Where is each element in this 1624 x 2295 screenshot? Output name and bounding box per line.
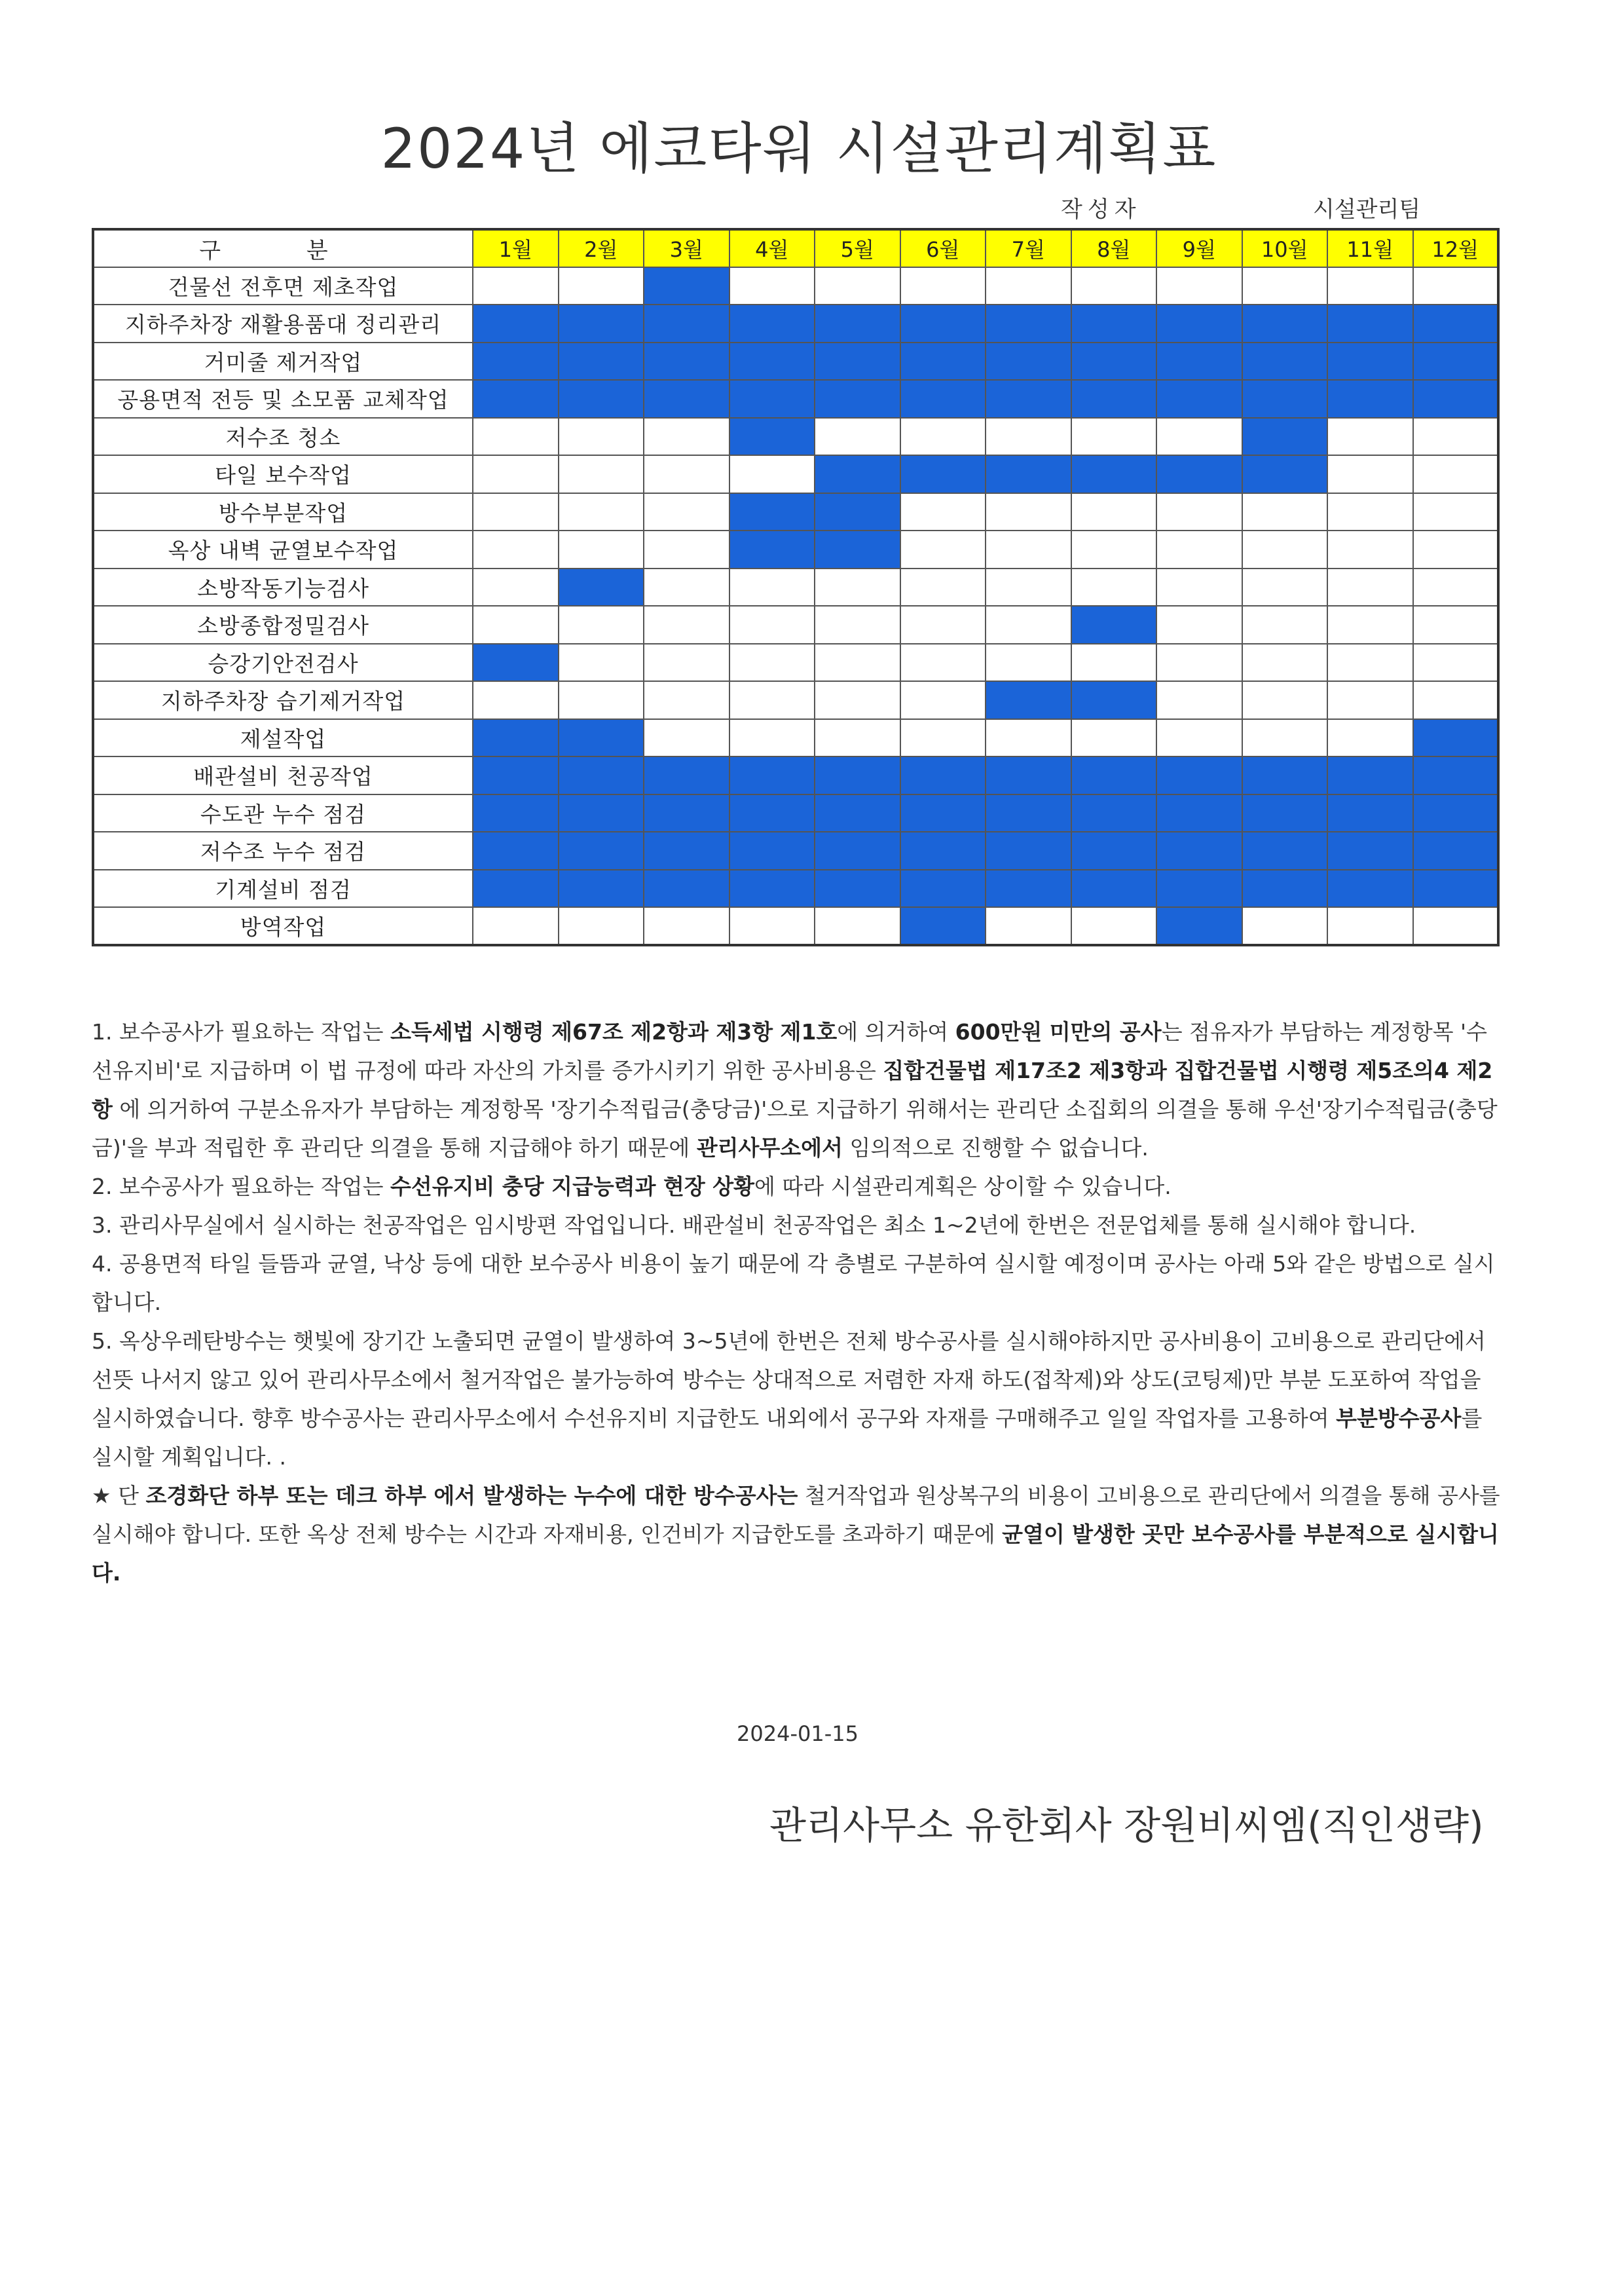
schedule-row [93,907,1498,945]
scheduled-month-cell [1156,380,1242,418]
scheduled-month-cell [815,794,900,832]
category-header: 구 분 [93,229,473,267]
month-cell [1156,569,1242,606]
month-cell [1242,907,1328,945]
task-name: 거미줄 제거작업 [93,343,473,381]
scheduled-month-cell [644,794,729,832]
task-name: 승강기안전검사 [93,644,473,682]
scheduled-month-cell [815,305,900,343]
month-cell [644,606,729,644]
note-text: 에 의거하여 [837,1019,955,1045]
document-date: 2024-01-15 [737,1721,858,1746]
note-emphasis: 600만원 미만의 공사 [955,1019,1162,1045]
scheduled-month-cell [729,756,815,794]
month-cell [1413,606,1499,644]
month-cell [986,606,1071,644]
scheduled-month-cell [815,832,900,870]
scheduled-month-cell [1327,832,1413,870]
scheduled-month-cell [473,343,559,381]
month-cell [986,418,1071,456]
month-cell [1071,644,1157,682]
month-cell [815,907,900,945]
scheduled-month-cell [1156,832,1242,870]
scheduled-month-cell [1071,380,1157,418]
schedule-row [93,380,1498,418]
month-cell [986,644,1071,682]
scheduled-month-cell [1071,832,1157,870]
scheduled-month-cell [900,832,986,870]
task-name: 저수조 청소 [93,418,473,456]
author-value: 시설관리팀 [1313,196,1421,223]
note-3: 3. 관리사무실에서 실시하는 천공작업은 임시방편 작업입니다. 배관설비 천공작업은 최소 1~2년에 한번은 전문업체를 통해 실시해야 합니다. [92,1212,1416,1238]
scheduled-month-cell [1327,870,1413,908]
issuer-footer: 관리사무소 유한회사 장원비씨엠(직인생략) [769,1803,1484,1848]
month-cell [1242,681,1328,719]
schedule-row [93,531,1498,569]
note-emphasis: 조경화단 하부 또는 데크 하부 에서 발생하는 누수에 대한 방수공사는 [145,1483,798,1508]
month-header: 8월 [1071,229,1157,267]
scheduled-month-cell [1071,305,1157,343]
month-cell [986,907,1071,945]
schedule-row [93,756,1498,794]
scheduled-month-cell [644,870,729,908]
scheduled-month-cell [473,870,559,908]
scheduled-month-cell [900,455,986,493]
month-cell [729,907,815,945]
scheduled-month-cell [1327,794,1413,832]
scheduled-month-cell [1071,455,1157,493]
scheduled-month-cell [1242,418,1328,456]
month-cell [729,569,815,606]
scheduled-month-cell [815,455,900,493]
month-cell [1242,569,1328,606]
month-cell [644,531,729,569]
note-text: 철거작업과 원상복구의 비용이 고비용으로 관리단에서 의결을 통해 공사를 실시해야 합니다. 또한 옥상 전체 방수는 시간과 자재비용, 인건비가 지급한도를 초과하기 때문에 [92,1483,1500,1547]
scheduled-month-cell [986,343,1071,381]
scheduled-month-cell [900,343,986,381]
month-cell [473,493,559,531]
scheduled-month-cell [729,305,815,343]
scheduled-month-cell [815,756,900,794]
month-cell [1413,569,1499,606]
task-name: 지하주차장 습기제거작업 [93,681,473,719]
scheduled-month-cell [559,794,644,832]
scheduled-month-cell [1156,756,1242,794]
month-cell [729,719,815,757]
scheduled-month-cell [1156,305,1242,343]
schedule-row [93,681,1498,719]
scheduled-month-cell [1413,380,1499,418]
task-name: 소방작동기능검사 [93,569,473,606]
month-cell [815,681,900,719]
month-cell [473,569,559,606]
month-cell [559,907,644,945]
month-cell [1413,907,1499,945]
scheduled-month-cell [729,343,815,381]
scheduled-month-cell [729,531,815,569]
month-cell [473,531,559,569]
scheduled-month-cell [1242,343,1328,381]
schedule-row [93,870,1498,908]
scheduled-month-cell [1071,870,1157,908]
month-cell [644,719,729,757]
month-cell [1156,606,1242,644]
scheduled-month-cell [1242,832,1328,870]
scheduled-month-cell [1071,794,1157,832]
month-cell [900,681,986,719]
scheduled-month-cell [1242,455,1328,493]
month-cell [900,719,986,757]
scheduled-month-cell [986,455,1071,493]
scheduled-month-cell [986,305,1071,343]
note-2 [92,1167,1506,1206]
scheduled-month-cell [900,380,986,418]
note-4: 4. 공용면적 타일 들뜸과 균열, 낙상 등에 대한 보수공사 비용이 높기 때문에 각 층별로 구분하여 실시할 예정이며 공사는 아래 5와 같은 방법으로 실시합니다. [92,1251,1495,1315]
scheduled-month-cell [729,380,815,418]
scheduled-month-cell [644,267,729,305]
scheduled-month-cell [1156,794,1242,832]
month-cell [986,493,1071,531]
month-cell [729,606,815,644]
scheduled-month-cell [1071,606,1157,644]
task-name: 방역작업 [93,907,473,945]
scheduled-month-cell [644,305,729,343]
month-cell [900,267,986,305]
note-text: 는 점유자가 부담하는 계정항목 '수선유지비'로 지급하며 이 법 규정에 따라 자산의 가치를 증가시키기 위한 공사비용은 [92,1019,1488,1083]
task-name: 소방종합정밀검사 [93,606,473,644]
month-cell [1156,493,1242,531]
scheduled-month-cell [1071,681,1157,719]
month-cell [1156,644,1242,682]
scheduled-month-cell [644,380,729,418]
month-cell [473,418,559,456]
note-emphasis: 수선유지비 충당 지급능력과 현장 상황 [390,1174,754,1199]
scheduled-month-cell [815,870,900,908]
month-header: 7월 [986,229,1071,267]
month-cell [1071,531,1157,569]
month-cell [986,267,1071,305]
scheduled-month-cell [559,832,644,870]
schedule-row [93,267,1498,305]
schedule-row [93,569,1498,606]
schedule-row [93,343,1498,381]
scheduled-month-cell [1242,794,1328,832]
scheduled-month-cell [1156,870,1242,908]
month-cell [1327,644,1413,682]
month-cell [1071,907,1157,945]
scheduled-month-cell [1327,343,1413,381]
month-cell [559,531,644,569]
scheduled-month-cell [644,832,729,870]
month-cell [1327,681,1413,719]
month-cell [559,418,644,456]
scheduled-month-cell [1156,455,1242,493]
month-cell [559,681,644,719]
scheduled-month-cell [1242,870,1328,908]
page-title: 2024년 에코타워 시설관리계획표 [380,117,1217,181]
scheduled-month-cell [815,531,900,569]
month-cell [1156,719,1242,757]
note-text: 에 따라 시설관리계획은 상이할 수 있습니다. [754,1174,1172,1199]
task-name: 수도관 누수 점검 [93,794,473,832]
month-cell [1242,719,1328,757]
scheduled-month-cell [1413,305,1499,343]
schedule-row [93,455,1498,493]
month-cell [644,644,729,682]
scheduled-month-cell [1413,870,1499,908]
scheduled-month-cell [559,870,644,908]
scheduled-month-cell [986,681,1071,719]
month-cell [1242,493,1328,531]
month-cell [644,907,729,945]
month-cell [644,418,729,456]
scheduled-month-cell [473,305,559,343]
scheduled-month-cell [815,380,900,418]
scheduled-month-cell [1413,719,1499,757]
month-cell [1242,531,1328,569]
scheduled-month-cell [1071,756,1157,794]
month-cell [1071,569,1157,606]
month-cell [815,606,900,644]
scheduled-month-cell [1413,794,1499,832]
month-cell [473,267,559,305]
notes [92,1013,1506,1592]
schedule-row [93,644,1498,682]
schedule-table [92,228,1500,946]
scheduled-month-cell [644,756,729,794]
note-text: 를 실시할 계획입니다. . [92,1406,1483,1470]
month-cell [1071,719,1157,757]
task-name: 방수부분작업 [93,493,473,531]
schedule-row [93,305,1498,343]
scheduled-month-cell [644,343,729,381]
scheduled-month-cell [900,794,986,832]
month-cell [1413,455,1499,493]
month-cell [473,681,559,719]
month-cell [1242,606,1328,644]
month-header: 10월 [1242,229,1328,267]
month-cell [559,267,644,305]
month-cell [729,267,815,305]
month-cell [986,719,1071,757]
month-header: 3월 [644,229,729,267]
task-name: 공용면적 전등 및 소모품 교체작업 [93,380,473,418]
task-name: 지하주차장 재활용품대 정리관리 [93,305,473,343]
month-cell [559,644,644,682]
month-cell [986,531,1071,569]
month-cell [559,455,644,493]
scheduled-month-cell [986,756,1071,794]
scheduled-month-cell [900,756,986,794]
month-cell [1413,531,1499,569]
scheduled-month-cell [729,832,815,870]
month-header: 2월 [559,229,644,267]
scheduled-month-cell [473,832,559,870]
month-cell [900,606,986,644]
scheduled-month-cell [473,719,559,757]
scheduled-month-cell [729,870,815,908]
month-cell [473,907,559,945]
scheduled-month-cell [986,870,1071,908]
schedule-row [93,832,1498,870]
scheduled-month-cell [729,418,815,456]
task-name: 건물선 전후면 제초작업 [93,267,473,305]
scheduled-month-cell [473,380,559,418]
month-cell [644,569,729,606]
month-cell [1327,606,1413,644]
month-cell [1156,531,1242,569]
note-text: 2. 보수공사가 필요하는 작업는 [92,1174,390,1199]
author-label: 작성자 [1061,196,1141,223]
month-cell [986,569,1071,606]
scheduled-month-cell [1156,907,1242,945]
note-text: 임의적으로 진행할 수 없습니다. [842,1135,1149,1161]
month-header: 5월 [815,229,900,267]
scheduled-month-cell [815,343,900,381]
month-cell [900,418,986,456]
schedule-row [93,794,1498,832]
month-header: 11월 [1327,229,1413,267]
month-cell [900,531,986,569]
scheduled-month-cell [1242,756,1328,794]
note-emphasis: 부분방수공사 [1336,1406,1462,1431]
note-emphasis: 소득세법 시행령 제67조 제2항과 제3항 제1호 [390,1019,838,1045]
scheduled-month-cell [1413,832,1499,870]
task-name: 기계설비 점검 [93,870,473,908]
scheduled-month-cell [729,493,815,531]
task-name: 옥상 내벽 균열보수작업 [93,531,473,569]
note-1 [92,1013,1506,1167]
schedule-header-row [93,229,1498,267]
month-cell [1327,719,1413,757]
scheduled-month-cell [1327,380,1413,418]
month-cell [1071,267,1157,305]
note-5 [92,1322,1506,1476]
schedule-row [93,719,1498,757]
month-cell [1156,418,1242,456]
month-cell [729,681,815,719]
schedule-row [93,418,1498,456]
scheduled-month-cell [559,380,644,418]
month-cell [1327,907,1413,945]
scheduled-month-cell [559,719,644,757]
month-cell [1327,418,1413,456]
month-cell [559,606,644,644]
month-cell [473,455,559,493]
month-header: 6월 [900,229,986,267]
scheduled-month-cell [900,305,986,343]
month-cell [1071,493,1157,531]
scheduled-month-cell [1327,305,1413,343]
month-header: 4월 [729,229,815,267]
month-cell [1413,493,1499,531]
month-cell [1327,493,1413,531]
month-cell [644,455,729,493]
scheduled-month-cell [815,493,900,531]
scheduled-month-cell [729,794,815,832]
month-cell [900,644,986,682]
month-header: 1월 [473,229,559,267]
scheduled-month-cell [986,832,1071,870]
month-header: 9월 [1156,229,1242,267]
note-emphasis: 집합건물법 제17조2 제3항과 집합건물법 시행령 제5조의4 제2항 [92,1058,1493,1122]
task-name: 저수조 누수 점검 [93,832,473,870]
month-cell [900,493,986,531]
schedule-row [93,606,1498,644]
month-cell [729,455,815,493]
scheduled-month-cell [900,907,986,945]
month-cell [815,267,900,305]
month-cell [1413,267,1499,305]
month-cell [1327,455,1413,493]
month-cell [729,644,815,682]
month-cell [1413,644,1499,682]
month-cell [815,644,900,682]
month-cell [559,493,644,531]
scheduled-month-cell [473,756,559,794]
month-cell [1242,644,1328,682]
month-cell [1327,531,1413,569]
note-text: 1. 보수공사가 필요하는 작업는 [92,1019,390,1045]
scheduled-month-cell [1156,343,1242,381]
month-cell [644,493,729,531]
month-cell [815,418,900,456]
scheduled-month-cell [1242,305,1328,343]
note-text: 에 의거하여 구분소유자가 부담하는 계정항목 '장기수적립금(충당금)'으로 지급하기 위해서는 관리단 소집회의 의결을 통해 우선'장기수적립금(충당금)'을 부과 적립한 후 관리단 의결을 통해 지급해야 하기 때문에 [92,1096,1498,1161]
month-cell [1413,681,1499,719]
scheduled-month-cell [559,756,644,794]
scheduled-month-cell [559,569,644,606]
month-cell [1156,681,1242,719]
note-text: ★ 단 [92,1483,146,1508]
task-name: 배관설비 천공작업 [93,756,473,794]
month-cell [473,606,559,644]
schedule-body [93,267,1498,945]
scheduled-month-cell [559,343,644,381]
note-text: 5. 옥상우레탄방수는 햇빛에 장기간 노출되면 균열이 발생하여 3~5년에 한번은 전체 방수공사를 실시해야하지만 공사비용이 고비용으로 관리단에서 선뜻 나서지 않고 있어 관리사무소에서 철거작업은 불가능하여 방수는 상대적으로 저렴한 자재 하도(접착제)와 상도(코팅제)만 부분 도포하여 작업을 실시하였습니다. 향후 방수공사는 관리사무소에서 수선유지비 지급한도 내외에서 공구와 자재를 구매해주고 일일 작업자를 고용하여 [92,1328,1486,1431]
scheduled-month-cell [473,794,559,832]
month-cell [1242,267,1328,305]
scheduled-month-cell [1071,343,1157,381]
month-header: 12월 [1413,229,1499,267]
scheduled-month-cell [986,794,1071,832]
note-star [92,1476,1506,1592]
month-cell [900,569,986,606]
schedule-row [93,493,1498,531]
month-cell [1413,418,1499,456]
month-cell [644,681,729,719]
scheduled-month-cell [900,870,986,908]
note-emphasis: 균열이 발생한 곳만 보수공사를 부분적으로 실시합니다. [92,1521,1499,1586]
scheduled-month-cell [559,305,644,343]
scheduled-month-cell [986,380,1071,418]
month-cell [1327,569,1413,606]
scheduled-month-cell [1242,380,1328,418]
scheduled-month-cell [1413,343,1499,381]
scheduled-month-cell [473,644,559,682]
task-name: 타일 보수작업 [93,455,473,493]
month-cell [815,569,900,606]
month-cell [1156,267,1242,305]
scheduled-month-cell [1413,756,1499,794]
month-cell [1071,418,1157,456]
scheduled-month-cell [1327,756,1413,794]
note-emphasis: 관리사무소에서 [696,1135,843,1161]
task-name: 제설작업 [93,719,473,757]
month-cell [1327,267,1413,305]
month-cell [815,719,900,757]
